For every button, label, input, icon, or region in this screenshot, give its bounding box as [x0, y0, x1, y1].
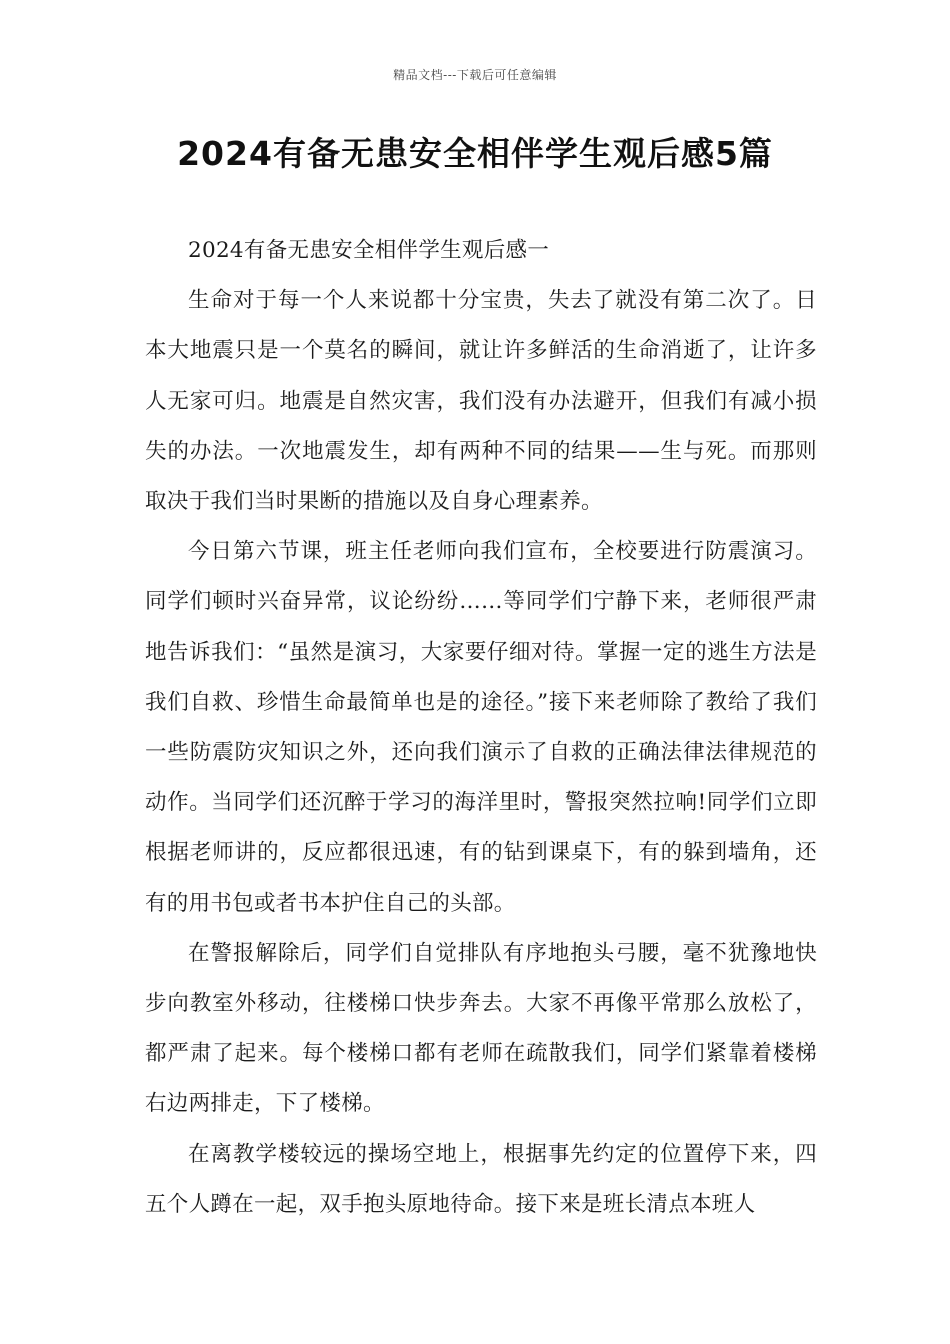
body-paragraph: 在警报解除后，同学们自觉排队有序地抱头弓腰，毫不犹豫地快步向教室外移动，往楼梯口快步奔去。大家不再像平常那么放松了，都严肃了起来。每个楼梯口都有老师在疏散我们，同学们紧靠着楼梯右边两排走，下了楼梯。	[145, 940, 817, 1117]
header-note: 精品文档---下载后可任意编辑	[393, 68, 557, 82]
body-paragraph: 在离教学楼较远的操场空地上，根据事先约定的位置停下来，四五个人蹲在一起，双手抱头原地待命。接下来是班长清点本班人	[145, 1141, 817, 1217]
body-paragraph: 生命对于每一个人来说都十分宝贵，失去了就没有第二次了。日本大地震只是一个莫名的瞬间，就让许多鲜活的生命消逝了，让许多人无家可归。地震是自然灾害，我们没有办法避开，但我们有减小损失的办法。一次地震发生，却有两种不同的结果——生与死。而那则取决于我们当时果断的措施以及自身心理素养。	[145, 288, 817, 515]
body-paragraph: 今日第六节课，班主任老师向我们宣布，全校要进行防震演习。同学们顿时兴奋异常，议论纷纷……等同学们宁静下来，老师很严肃地告诉我们：“虽然是演习，大家要仔细对待。掌握一定的逃生方法是我们自救、珍惜生命最简单也是的途径。”接下来老师除了教给了我们一些防震防灾知识之外，还向我们演示了自救的正确法律法律规范的动作。当同学们还沉醉于学习的海洋里时，警报突然拉响!同学们立即根据老师讲的，反应都很迅速，有的钻到课桌下，有的躲到墙角，还有的用书包或者书本护住自己的头部。	[145, 539, 817, 916]
section-heading: 2024有备无患安全相伴学生观后感一	[188, 238, 550, 263]
document-title: 2024有备无患安全相伴学生观后感5篇	[177, 134, 773, 173]
document-body	[145, 226, 817, 1230]
